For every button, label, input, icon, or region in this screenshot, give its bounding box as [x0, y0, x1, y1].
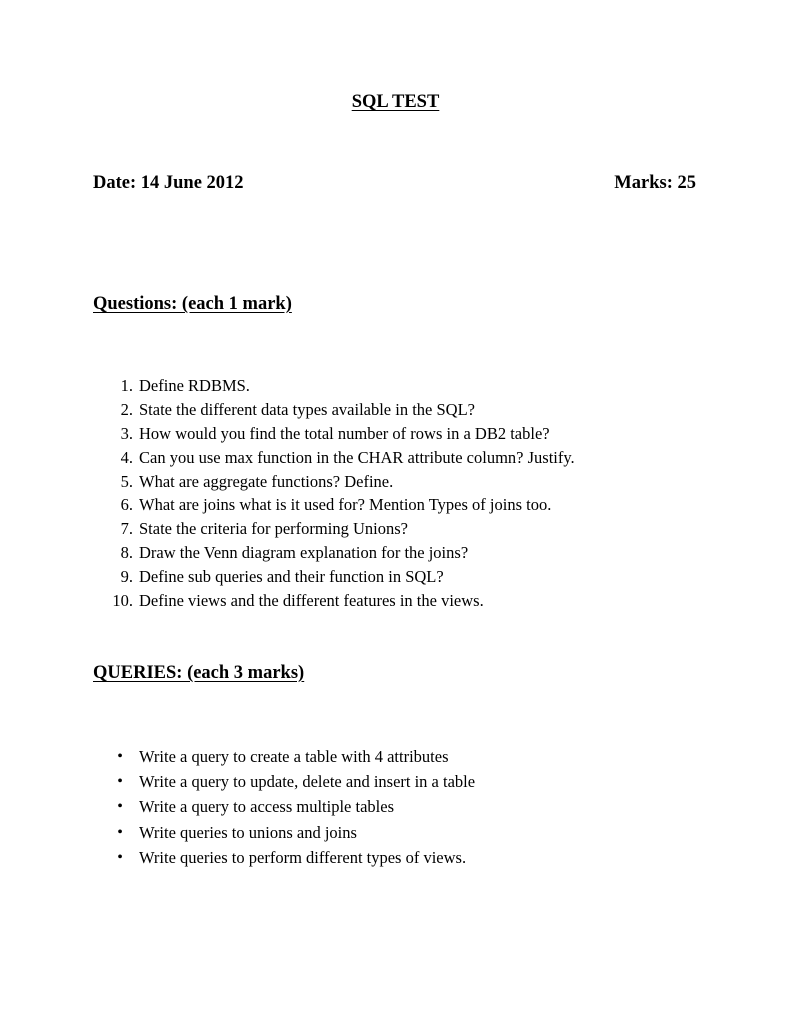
- question-number: 10.: [112, 591, 133, 611]
- query-text: Write a query to access multiple tables: [139, 797, 394, 817]
- test-date: Date: 14 June 2012: [93, 173, 244, 193]
- query-text: Write a query to create a table with 4 attributes: [139, 747, 449, 766]
- query-text: Write queries to unions and joins: [139, 822, 357, 842]
- meta-row: [93, 173, 696, 194]
- total-marks: Marks: 25: [614, 173, 696, 193]
- question-text: Draw the Venn diagram explanation for the joins?: [139, 543, 469, 563]
- question-number: 2.: [120, 399, 133, 419]
- question-text: State the criteria for performing Unions?: [139, 519, 408, 539]
- bullet-icon: •: [117, 773, 123, 791]
- question-number: 8.: [120, 543, 133, 563]
- question-number: 1.: [120, 376, 133, 395]
- document-title: SQL TEST: [351, 92, 440, 112]
- question-text: State the different data types available in the SQL?: [139, 399, 475, 419]
- question-text: How would you find the total number of rows in a DB2 table?: [139, 423, 550, 443]
- question-number: 3.: [120, 423, 133, 443]
- question-text: Define sub queries and their function in SQL?: [139, 567, 444, 587]
- question-text: What are aggregate functions? Define.: [139, 471, 394, 491]
- bullet-icon: •: [117, 848, 123, 866]
- bullet-icon: •: [117, 748, 123, 765]
- question-number: 4.: [120, 447, 133, 467]
- question-text: Define views and the different features in the views.: [139, 591, 484, 611]
- question-number: 7.: [120, 519, 133, 539]
- question-text: What are joins what is it used for? Mention Types of joins too.: [139, 495, 552, 515]
- question-number: 5.: [120, 471, 133, 491]
- question-text: Can you use max function in the CHAR attribute column? Justify.: [139, 447, 575, 467]
- question-text: Define RDBMS.: [139, 376, 250, 395]
- questions-heading: Questions: (each 1 mark): [93, 294, 292, 314]
- query-text: Write queries to perform different types of views.: [139, 847, 467, 867]
- queries-heading: QUERIES: (each 3 marks): [93, 663, 305, 683]
- question-number: 6.: [120, 495, 133, 515]
- bullet-icon: •: [117, 823, 123, 841]
- bullet-icon: •: [117, 798, 123, 816]
- query-text: Write a query to update, delete and insert in a table: [139, 772, 476, 792]
- question-number: 9.: [120, 567, 133, 587]
